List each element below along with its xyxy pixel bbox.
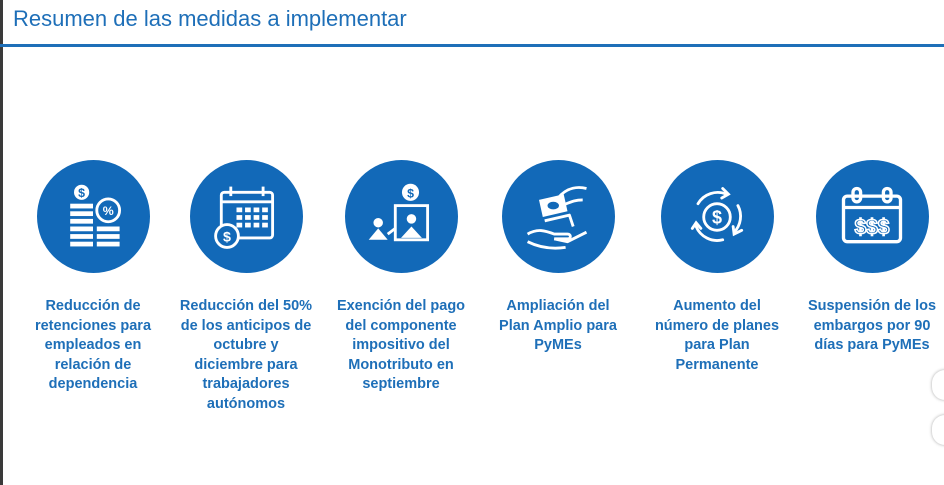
- measure-label: Reducción del 50% de los anticipos de octubre y diciembre para trabajadores autónomos: [179, 298, 313, 412]
- measure-item-2: [169, 160, 323, 414]
- svg-text:$: $: [223, 229, 231, 246]
- svg-text:$: $: [78, 185, 86, 200]
- page-title: Resumen de las medidas a implementar: [13, 6, 407, 31]
- edge-scroll-bubble[interactable]: [932, 415, 944, 445]
- measure-icon-circle: [816, 160, 929, 273]
- title-divider: [0, 44, 944, 47]
- svg-text:$$$: $$$: [854, 215, 890, 239]
- measure-icon-circle: [190, 160, 303, 273]
- measure-icon-circle: [661, 160, 774, 273]
- measure-label: Aumento del número de planes para Plan Permanente: [654, 298, 780, 373]
- measure-label: Exención del pago del componente impositivo del Monotributo en septiembre: [336, 298, 466, 392]
- calendar-money-icon: [834, 179, 910, 255]
- hand-money-icon: [520, 179, 596, 255]
- measure-label: Reducción de retenciones para empleados en relación de dependencia: [34, 298, 152, 392]
- svg-text:$: $: [711, 207, 723, 228]
- left-edge-rule: [0, 0, 3, 485]
- coins-percent-icon: [55, 179, 131, 255]
- cycle-dollar-icon: [679, 179, 755, 255]
- measure-icon-circle: [345, 160, 458, 273]
- measure-label: Suspensión de los embargos por 90 días para PyMEs: [807, 298, 937, 353]
- svg-text:%: %: [102, 203, 114, 218]
- svg-text:$: $: [407, 186, 414, 201]
- measure-item-6: [795, 160, 944, 356]
- measure-icon-circle: [502, 160, 615, 273]
- measure-label: Ampliación del Plan Amplio para PyMEs: [499, 298, 617, 353]
- measure-item-5: [640, 160, 794, 375]
- measure-icon-circle: [37, 160, 150, 273]
- measure-item-1: [16, 160, 170, 395]
- edge-scroll-bubble[interactable]: [932, 370, 944, 400]
- measure-item-3: [324, 160, 478, 395]
- people-dollar-icon: [363, 179, 439, 255]
- calendar-dollar-icon: [208, 179, 284, 255]
- measure-item-4: [481, 160, 635, 356]
